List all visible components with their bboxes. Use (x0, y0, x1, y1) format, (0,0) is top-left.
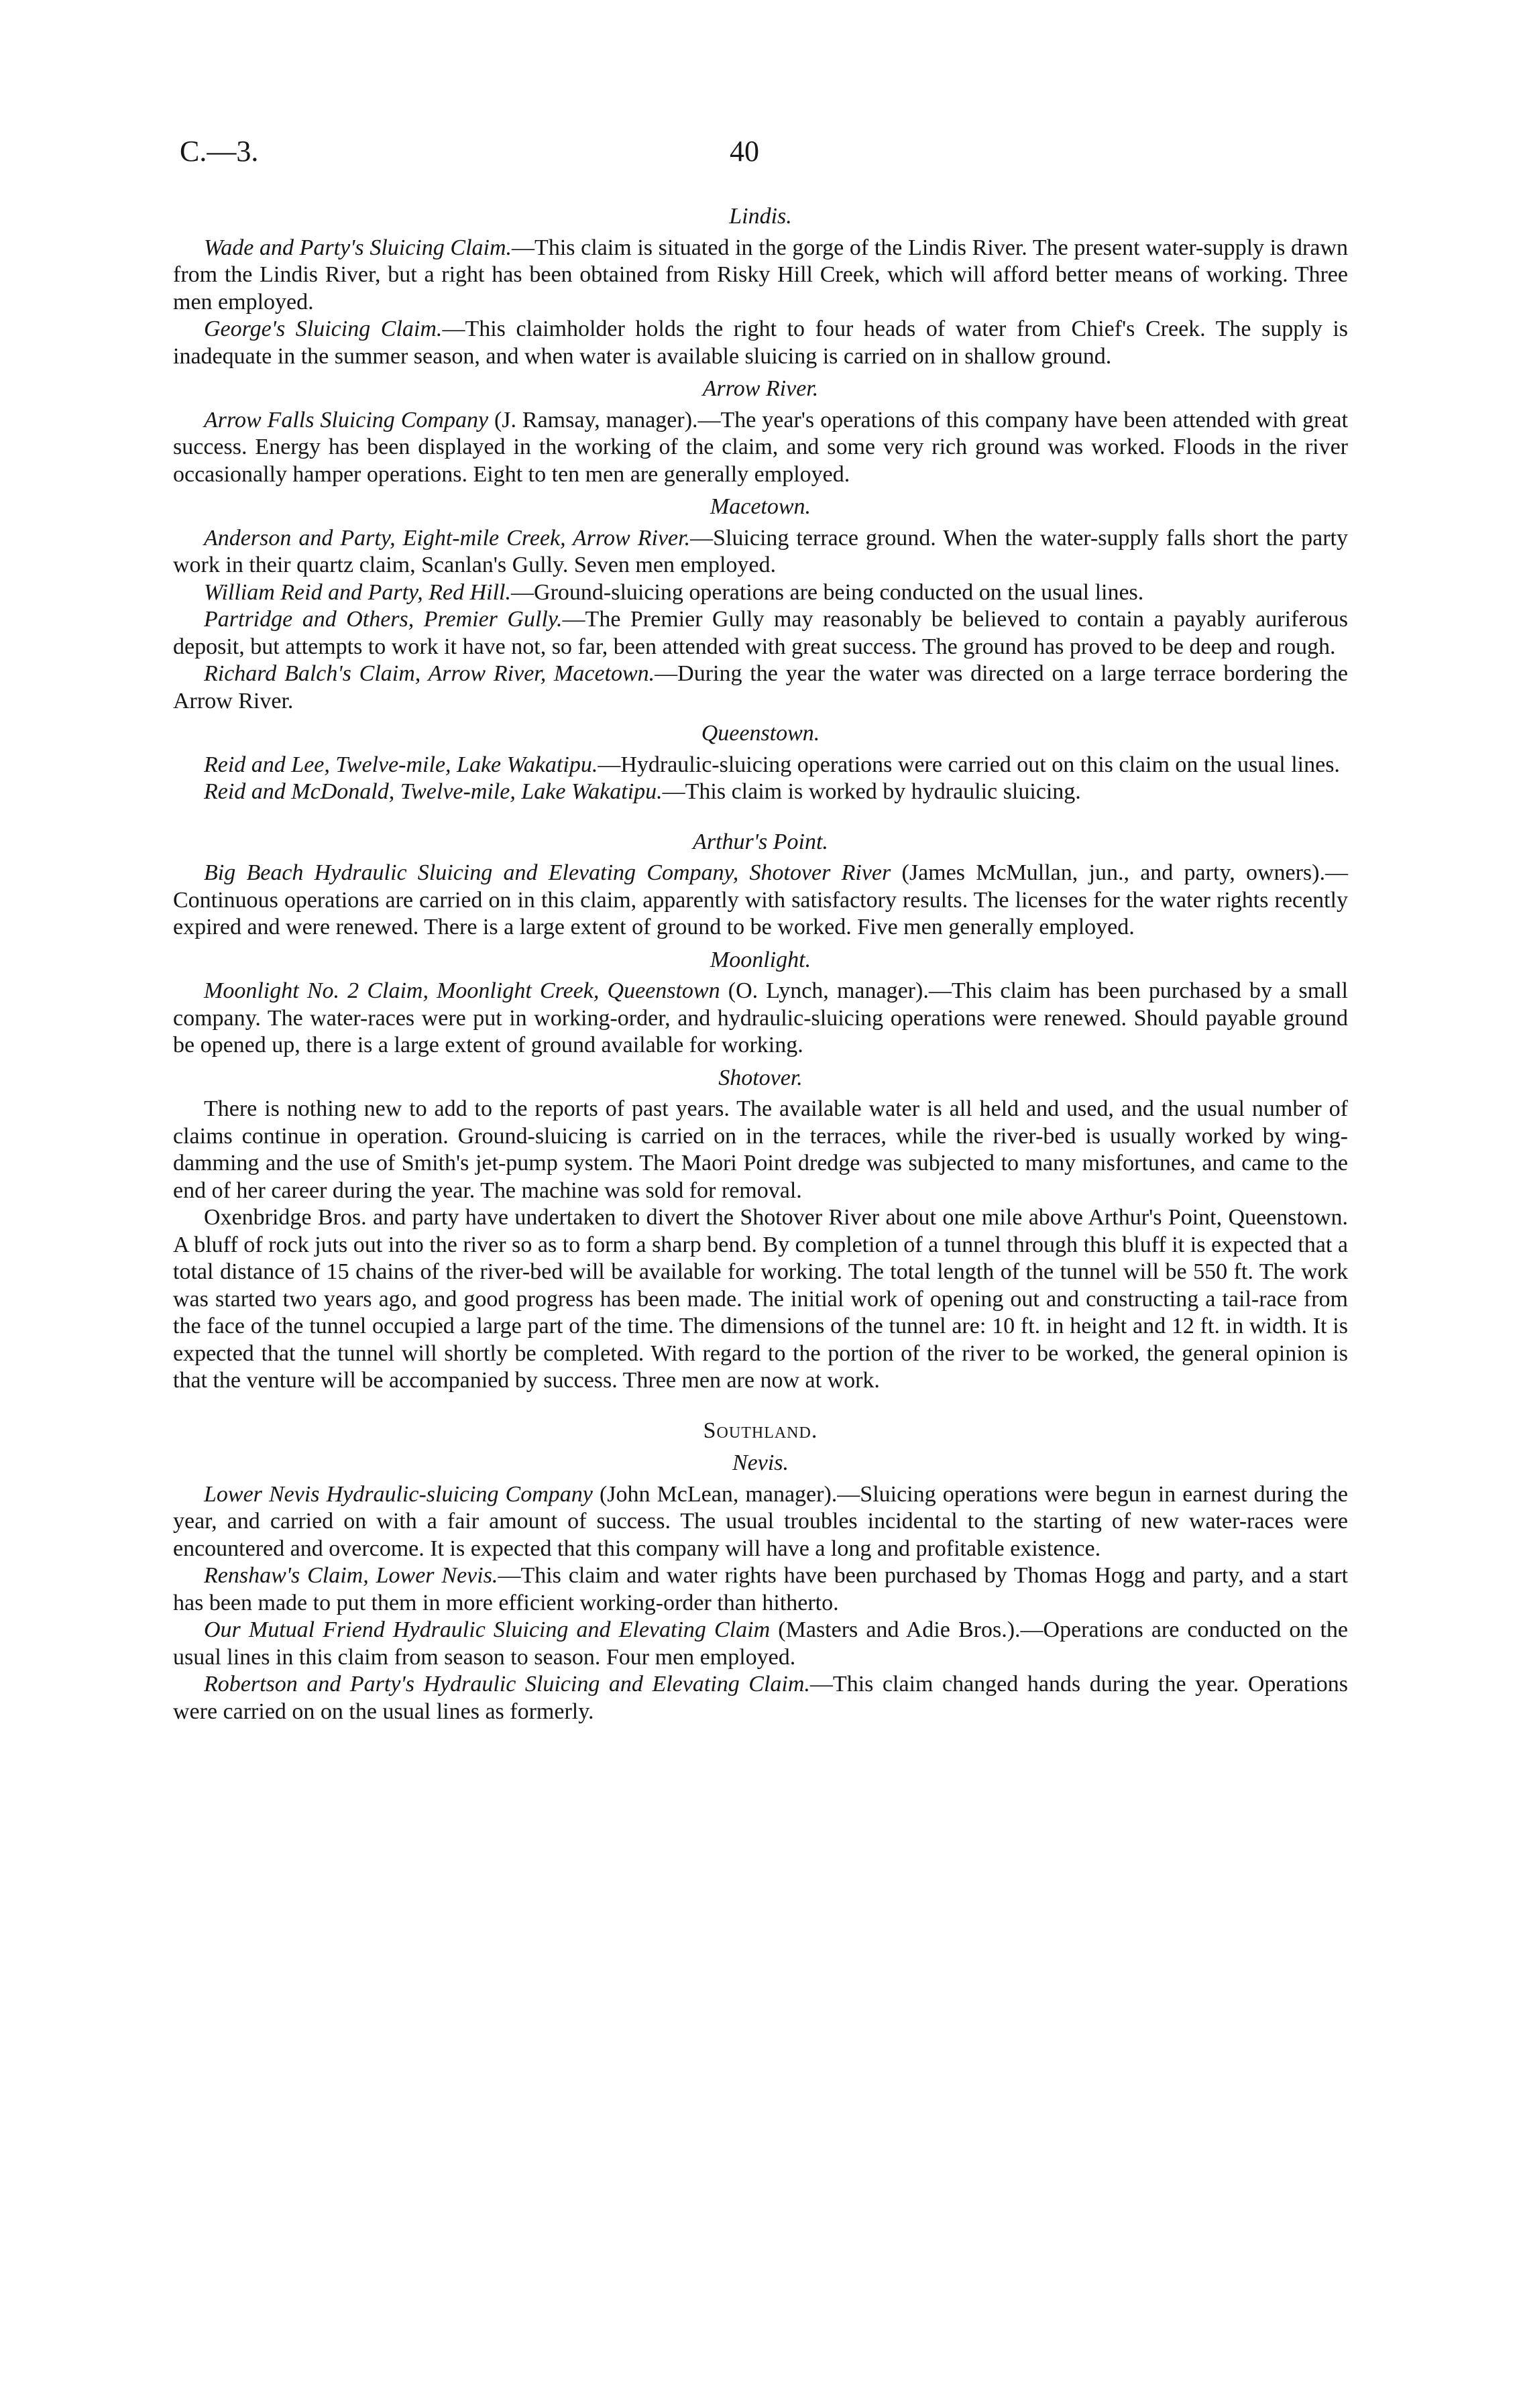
paragraph-text: There is nothing new to add to the reports of past years. The available water is all held and used, and the usual number of claims continue in operation. Ground-sluicing is carried on in the terraces, while the river-bed is usually worked by wing-damming and the use of Smith's jet-pump system. The Maori Point dredge was subjected to many misfortunes, and came to the end of her career during the year. The machine was sold for removal. (173, 1096, 1348, 1203)
paragraph-text: (James McMullan, jun., and party, owners).—Continuous operations are carried on in this claim, apparently with satisfactory results. The licenses for the water rights recently expired and were renewed. There is a large extent of ground to be worked. Five men generally employed. (173, 860, 1348, 939)
paragraph (173, 1671, 1348, 1725)
section-heading: Shotover. (718, 1065, 803, 1090)
paragraph-text: —This claim is worked by hydraulic sluicing. (662, 779, 1081, 804)
claim-name: George's Sluicing Claim. (204, 317, 443, 341)
section-moonlight (173, 947, 1348, 1059)
region-heading: Southland. (703, 1418, 818, 1443)
section-heading: Arthur's Point. (693, 829, 828, 854)
paragraph (173, 1204, 1348, 1395)
section-heading: Nevis. (732, 1450, 789, 1475)
paragraph (173, 978, 1348, 1059)
paragraph-text: (O. Lynch, manager).—This claim has been purchased by a small company. The water-races were put in working-order, and hydraulic-sluicing operations were renewed. Should payable ground be opened up, there is a large extent of ground available for working. (173, 978, 1348, 1057)
paragraph-text: —Hydraulic-sluicing operations were carried out on this claim on the usual lines. (598, 752, 1340, 777)
section-heading: Macetown. (710, 494, 811, 519)
page-reference: C.—3. (180, 135, 259, 168)
claim-name: Richard Balch's Claim, Arrow River, Macetown. (204, 661, 655, 686)
paragraph (173, 1096, 1348, 1204)
claim-name: Anderson and Party, Eight-mile Creek, Arrow River. (204, 525, 691, 551)
section-macetown (173, 494, 1348, 715)
paragraph (173, 860, 1348, 941)
claim-name: Robertson and Party's Hydraulic Sluicing and Elevating Claim. (204, 1672, 810, 1697)
paragraph (173, 525, 1348, 579)
paragraph (173, 1617, 1348, 1671)
section-arthurs-point (173, 829, 1348, 941)
paragraph-text: —Ground-sluicing operations are being conducted on the usual lines. (511, 579, 1144, 605)
section-heading: Queenstown. (701, 721, 820, 746)
paragraph-text: —This claim is situated in the gorge of the Lindis River. The present water-supply is drawn from the Lindis River, but a right has been obtained from Risky Hill Creek, which will afford better means of working. Three men employed. (173, 235, 1348, 314)
section-heading: Lindis. (729, 204, 792, 229)
section-arrow-river (173, 376, 1348, 488)
paragraph (173, 752, 1348, 779)
paragraph (173, 661, 1348, 715)
section-heading: Arrow River. (702, 376, 819, 401)
paragraph-text: (Masters and Adie Bros.).—Operations are conducted on the usual lines in this claim from season to season. Four men employed. (173, 1617, 1348, 1670)
claim-name: Wade and Party's Sluicing Claim. (204, 235, 512, 260)
section-queenstown (173, 720, 1348, 806)
section-nevis (173, 1450, 1348, 1725)
claim-name: Big Beach Hydraulic Sluicing and Elevating Company, Shotover River (204, 860, 891, 885)
paragraph (173, 1562, 1348, 1617)
paragraph (173, 606, 1348, 661)
paragraph (173, 779, 1348, 806)
section-southland (173, 1418, 1348, 1445)
claim-name: Our Mutual Friend Hydraulic Sluicing and Elevating Claim (204, 1617, 771, 1642)
section-heading: Moonlight. (710, 947, 811, 972)
section-lindis (173, 203, 1348, 370)
paragraph-text: —During the year the water was directed on a large terrace bordering the Arrow River. (173, 661, 1348, 713)
claim-name: Arrow Falls Sluicing Company (204, 407, 489, 433)
paragraph (173, 316, 1348, 370)
paragraph-text: (J. Ramsay, manager).—The year's operations of this company have been attended with great success. Energy has been displayed in the working of the claim, and some very rich ground was worked. Floods in the river occasionally hamper operations. Eight to ten men are generally employed. (173, 407, 1348, 487)
page-header (0, 134, 1521, 188)
paragraph-text: —The Premier Gully may reasonably be believed to contain a payably auriferous deposit, but attempts to work it have not, so far, been attended with great success. The ground has proved to be deep and rough. (173, 607, 1348, 659)
claim-name: Partridge and Others, Premier Gully. (204, 607, 563, 632)
page-number: 40 (730, 135, 759, 168)
paragraph-text: (John McLean, manager).—Sluicing operations were begun in earnest during the year, and carried on with a fair amount of success. The usual troubles incidental to the starting of new water-races were encountered and overcome. It is expected that this company will have a long and profitable existence. (173, 1481, 1348, 1561)
claim-name: Reid and Lee, Twelve-mile, Lake Wakatipu. (204, 752, 598, 777)
paragraph (173, 235, 1348, 317)
paragraph-text: —Sluicing terrace ground. When the water-supply falls short the party work in their quartz claim, Scanlan's Gully. Seven men employed. (173, 525, 1348, 577)
claim-name: William Reid and Party, Red Hill. (204, 579, 512, 605)
paragraph (173, 579, 1348, 607)
paragraph-text: —This claim and water rights have been purchased by Thomas Hogg and party, and a start has been made to put them in more efficient working-order than hitherto. (173, 1563, 1349, 1615)
section-shotover (173, 1065, 1348, 1395)
paragraph-text: —This claimholder holds the right to four heads of water from Chief's Creek. The supply is inadequate in the summer season, and when water is available sluicing is carried on in shallow ground. (173, 317, 1349, 369)
document-body (173, 198, 1348, 1725)
claim-name: Lower Nevis Hydraulic-sluicing Company (204, 1481, 593, 1507)
claim-name: Reid and McDonald, Twelve-mile, Lake Wakatipu. (204, 779, 663, 804)
paragraph-text: —This claim changed hands during the year. Operations were carried on on the usual lines as formerly. (173, 1672, 1348, 1724)
claim-name: Moonlight No. 2 Claim, Moonlight Creek, Queenstown (204, 978, 720, 1003)
paragraph (173, 407, 1348, 489)
paragraph-text: Oxenbridge Bros. and party have undertaken to divert the Shotover River about one mile above Arthur's Point, Queenstown. A bluff of rock juts out into the river so as to form a sharp bend. By completion of a tunnel through this bluff it is expected that a total distance of 15 chains of the river-bed will be available for working. The total length of the tunnel will be 550 ft. The work was started two years ago, and good progress has been made. The initial work of opening out and constructing a tail-race from the face of the tunnel occupied a large part of the time. The dimensions of the tunnel are: 10 ft. in height and 12 ft. in width. It is expected that the tunnel will shortly be completed. With regard to the portion of the river to be worked, the general opinion is that the venture will be accompanied by success. Three men are now at work. (173, 1205, 1348, 1393)
claim-name: Renshaw's Claim, Lower Nevis. (204, 1563, 498, 1588)
paragraph (173, 1481, 1348, 1563)
